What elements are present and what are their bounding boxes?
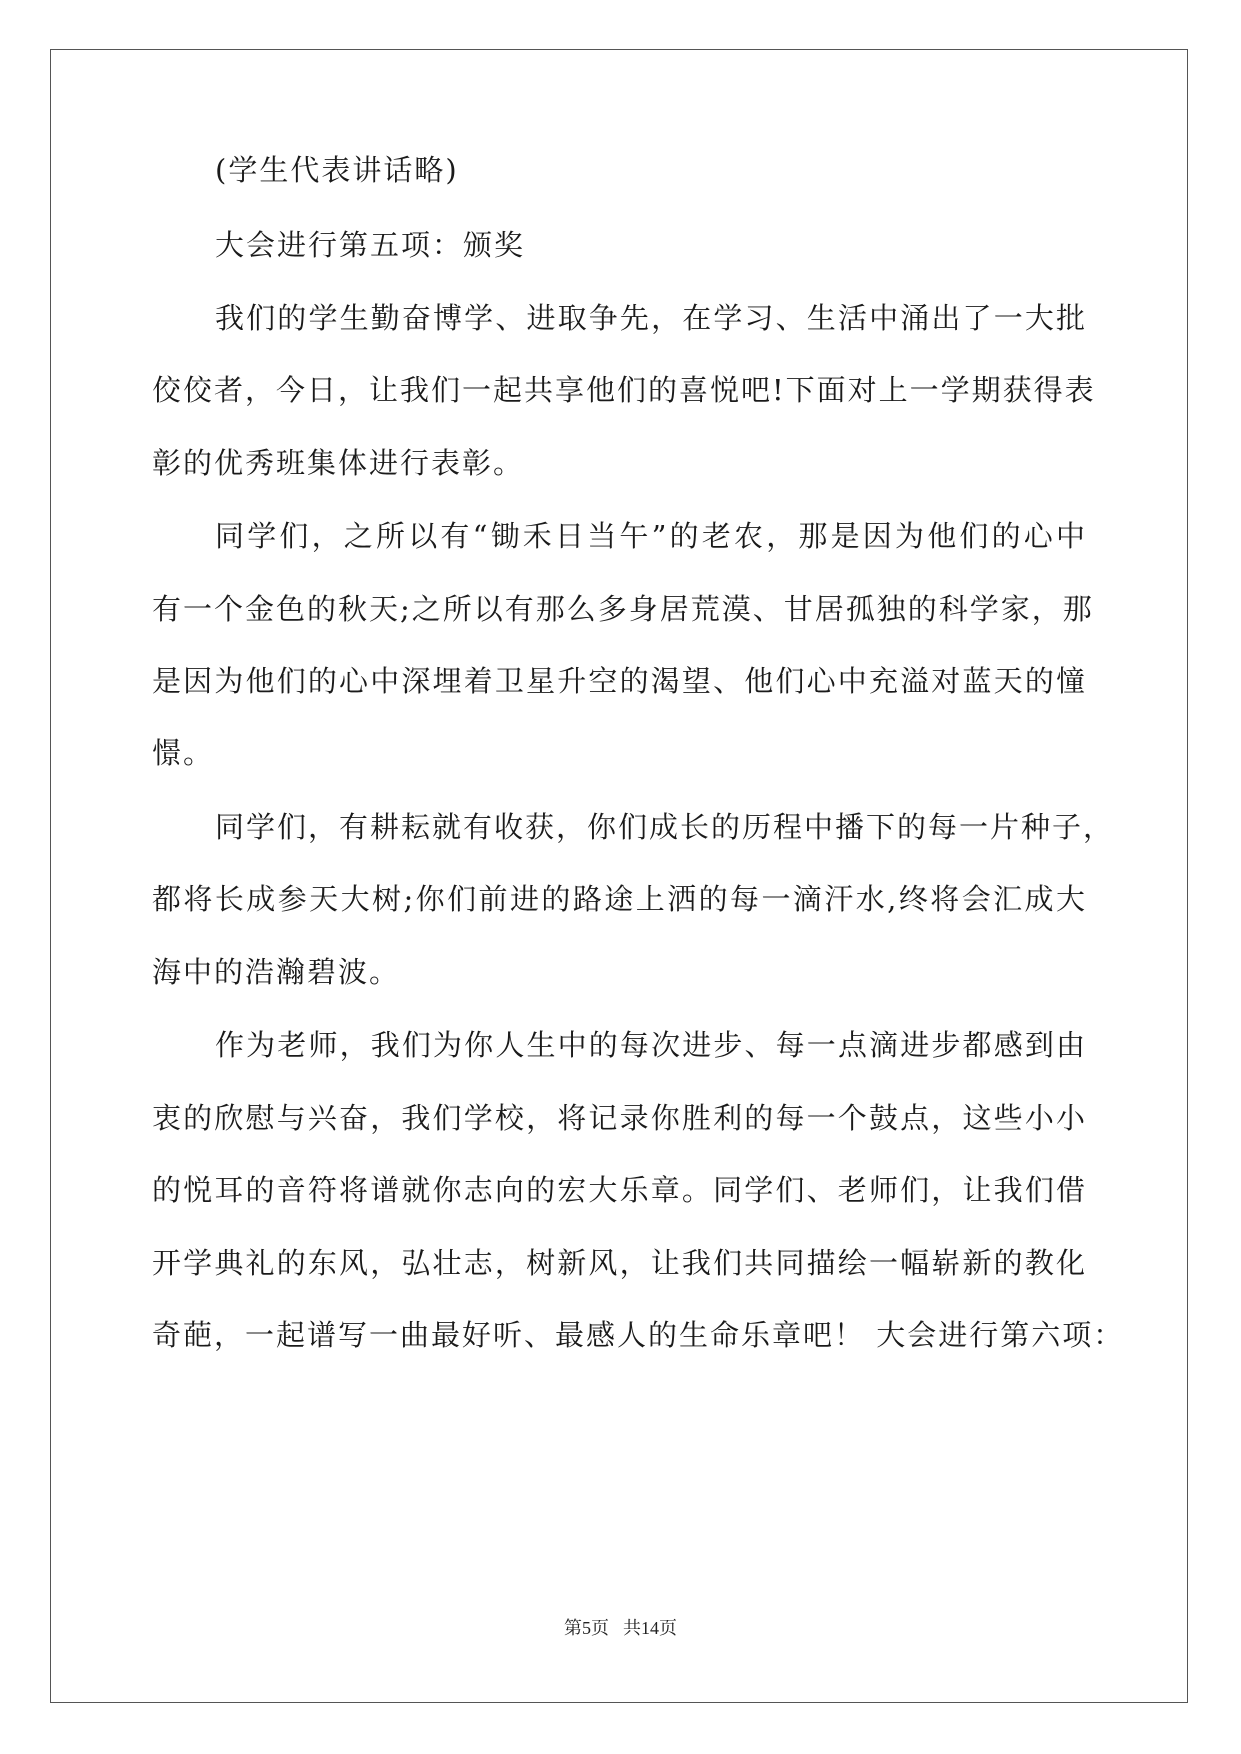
paragraph-4-line-1: 同学们，之所以有“锄禾日当午”的老农，那是因为他们的心中 [215, 519, 1087, 553]
paragraph-3-line-3: 彰的优秀班集体进行表彰。 [152, 446, 525, 480]
paragraph-4-line-2: 有一个金色的秋天;之所以有那么多身居荒漠、甘居孤独的科学家，那 [152, 592, 1094, 626]
paragraph-1-line-1: (学生代表讲话略) [215, 153, 459, 187]
paragraph-6-line-5: 奇葩，一起谱写一曲最好听、最感人的生命乐章吧！ 大会进行第六项： [152, 1318, 1125, 1352]
paragraph-6-line-1: 作为老师，我们为你人生中的每次进步、每一点滴进步都感到由 [215, 1028, 1087, 1062]
page-number: 第5页 [564, 1618, 609, 1638]
paragraph-6-line-3: 的悦耳的音符将谱就你志向的宏大乐章。同学们、老师们，让我们借 [152, 1173, 1087, 1207]
paragraph-5-line-1: 同学们，有耕耘就有收获，你们成长的历程中播下的每一片种子， [215, 810, 1115, 844]
paragraph-6-line-4: 开学典礼的东风，弘壮志，树新风，让我们共同描绘一幅崭新的教化 [152, 1246, 1087, 1280]
paragraph-2-line-1: 大会进行第五项：颁奖 [215, 228, 526, 262]
paragraph-6-line-2: 衷的欣慰与兴奋，我们学校，将记录你胜利的每一个鼓点，这些小小 [152, 1101, 1087, 1135]
paragraph-3-line-1: 我们的学生勤奋博学、进取争先，在学习、生活中涌出了一大批 [215, 301, 1087, 335]
paragraph-5-line-3: 海中的浩瀚碧波。 [152, 955, 401, 989]
paragraph-5-line-2: 都将长成参天大树;你们前进的路途上洒的每一滴汗水,终将会汇成大 [152, 882, 1087, 916]
paragraph-4-line-3: 是因为他们的心中深埋着卫星升空的渴望、他们心中充溢对蓝天的憧 [152, 664, 1087, 698]
paragraph-3-line-2: 佼佼者，今日，让我们一起共享他们的喜悦吧!下面对上一学期获得表 [152, 373, 1096, 407]
page-footer [0, 1616, 1241, 1640]
paragraph-4-line-4: 憬。 [152, 736, 215, 770]
page-total: 共14页 [623, 1618, 677, 1638]
